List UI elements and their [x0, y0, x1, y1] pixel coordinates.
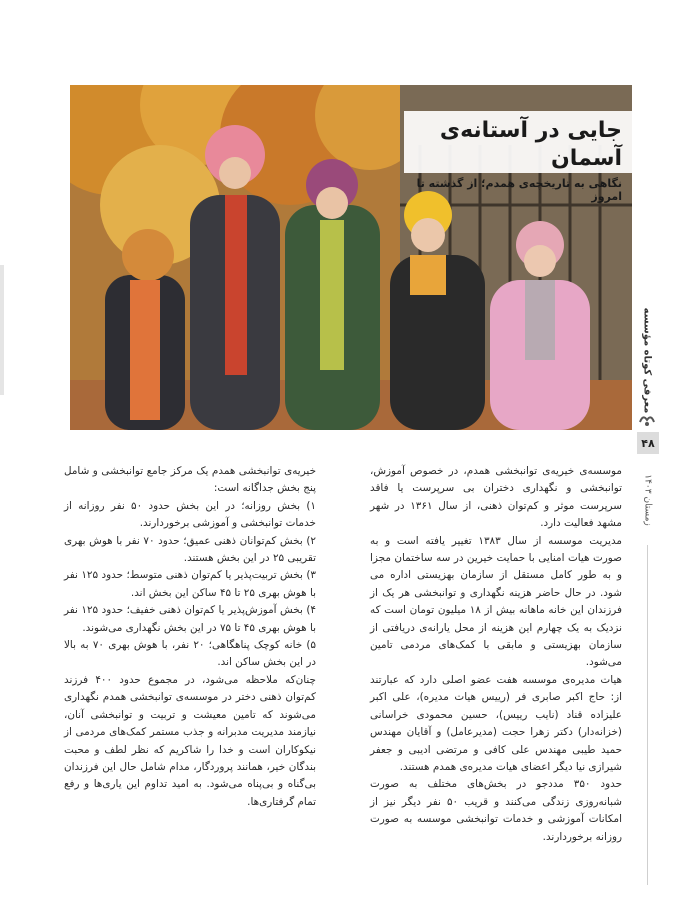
- hamdam-logo-icon: [638, 410, 656, 428]
- list-item: ۲) بخش کم‌توانان ذهنی عمیق؛ حدود ۷۰ نفر با هوش بهری تقریبی ۲۵ در این بخش هستند.: [64, 534, 316, 565]
- section-label-text: معرفی کوتاه مؤسسه: [641, 307, 653, 413]
- paragraph: چنان‌که ملاحظه می‌شود، در مجموع حدود ۴۰۰ فرزند کم‌توان ذهنی دختر در موسسه‌ی توانبخشی همدم نگهداری می‌شوند که تامین معیشت و تربیت و توانبخشی آنان، نیازمند مدیریت مدبرانه و جذب مستمر کمک‌های مردمی از نیکوکاران است و خدا را شاکریم که نظر لطف و محبت بندگان خیر، همانند پروردگار، مدام شامل حال این فرزندان بی‌گناه و بی‌پناه می‌شود. به امید تداوم این یاری‌ها و رفع تمام گرفتاری‌ها.: [64, 673, 316, 808]
- page-number: ۴۸: [637, 432, 659, 454]
- paragraph: خیریه‌ی توانبخشی همدم یک مرکز جامع توانبخشی و شامل پنج بخش جداگانه است:: [64, 465, 316, 495]
- paragraph: موسسه‌ی خیریه‌ی توانبخشی همدم، در خصوص آموزش، توانبخشی و نگهداری دختران بی سرپرست یا فاقد سرپرست موثر و کم‌توان ذهنی، از سال ۱۳۶۱ در شهر مشهد فعالیت دارد.: [370, 465, 622, 530]
- issue-label: [637, 460, 659, 540]
- paragraph: حدود ۳۵۰ مددجو در بخش‌های مختلف به صورت شبانه‌روزی زندگی می‌کنند و قریب ۵۰ نفر دیگر نیز از امکانات آموزشی و خدمات توانبخشی موسسه به صورت روزانه برخوردارند.: [370, 778, 623, 843]
- page-edge-mark: [0, 265, 4, 395]
- side-divider: [647, 545, 648, 885]
- text-column-left: [64, 463, 316, 811]
- article-subtitle: نگاهی به تاریخچه‌ی همدم؛ از گذشته تا امروز: [416, 177, 622, 203]
- article-title: جایی در آستانه‌ی آسمان: [439, 118, 622, 171]
- list-item: ۵) خانه کوچک پناهگاهی؛ ۲۰ نفر، با هوش بهری ۷۰ به بالا در این بخش ساکن اند.: [64, 639, 316, 669]
- section-label: [636, 300, 658, 420]
- paragraph: هیات مدیره‌ی موسسه هفت عضو اصلی دارد که عبارتند از: حاج اکبر صابری فر (رییس هیات مدیره)، علی اکبر علیزاده قناد (نایب رییس)، حسین محمودی خراسانی (خزانه‌دار) دکتر زهرا حجت (مدیرعامل) و آقایان مهندس حمید طیبی مهندس علی کافی و مرتضی ادیبی و جعفر شیرازی نیا دیگر اعضای هیات مدیره‌ی همدم هستند.: [370, 673, 622, 773]
- text-column-right: [370, 463, 622, 846]
- list-item: ۱) بخش روزانه؛ در این بخش حدود ۵۰ نفر روزانه از خدمات توانبخشی و آموزشی برخوردارند.: [64, 499, 316, 530]
- list-item: ۴) بخش آموزش‌پذیر یا کم‌توان ذهنی خفیف؛ حدود ۱۲۵ نفر با هوش بهری ۴۵ تا ۷۵ در این بخش نگهداری می‌شوند.: [64, 604, 317, 634]
- list-item: ۳) بخش تربیت‌پذیر یا کم‌توان ذهنی متوسط؛ حدود ۱۲۵ نفر با هوش بهری ۲۵ تا ۴۵ ساکن این بخش اند.: [64, 569, 316, 599]
- article-title-box: [404, 111, 632, 203]
- paragraph: مدیریت موسسه از سال ۱۳۸۳ تغییر یافته است و به صورت هیات امنایی با حمایت خیرین در سه ساختمان مجزا و به طور کامل مستقل از سازمان بهزیستی اداره می شود. در حال حاضر هزینه نگهداری و توانبخشی هر یک از فرزندان این خانه ماهانه بیش از ۱۸ میلیون تومان است که نزدیک به یک چهارم این هزینه از محل یارانه‌ی دریافتی از سازمان بهزیستی و مابقی با کمک‌های مردمی تامین می‌شود.: [370, 534, 622, 669]
- issue-label-text: زمستان ۱۴۰۳: [643, 474, 653, 526]
- cover-photo: [70, 85, 632, 430]
